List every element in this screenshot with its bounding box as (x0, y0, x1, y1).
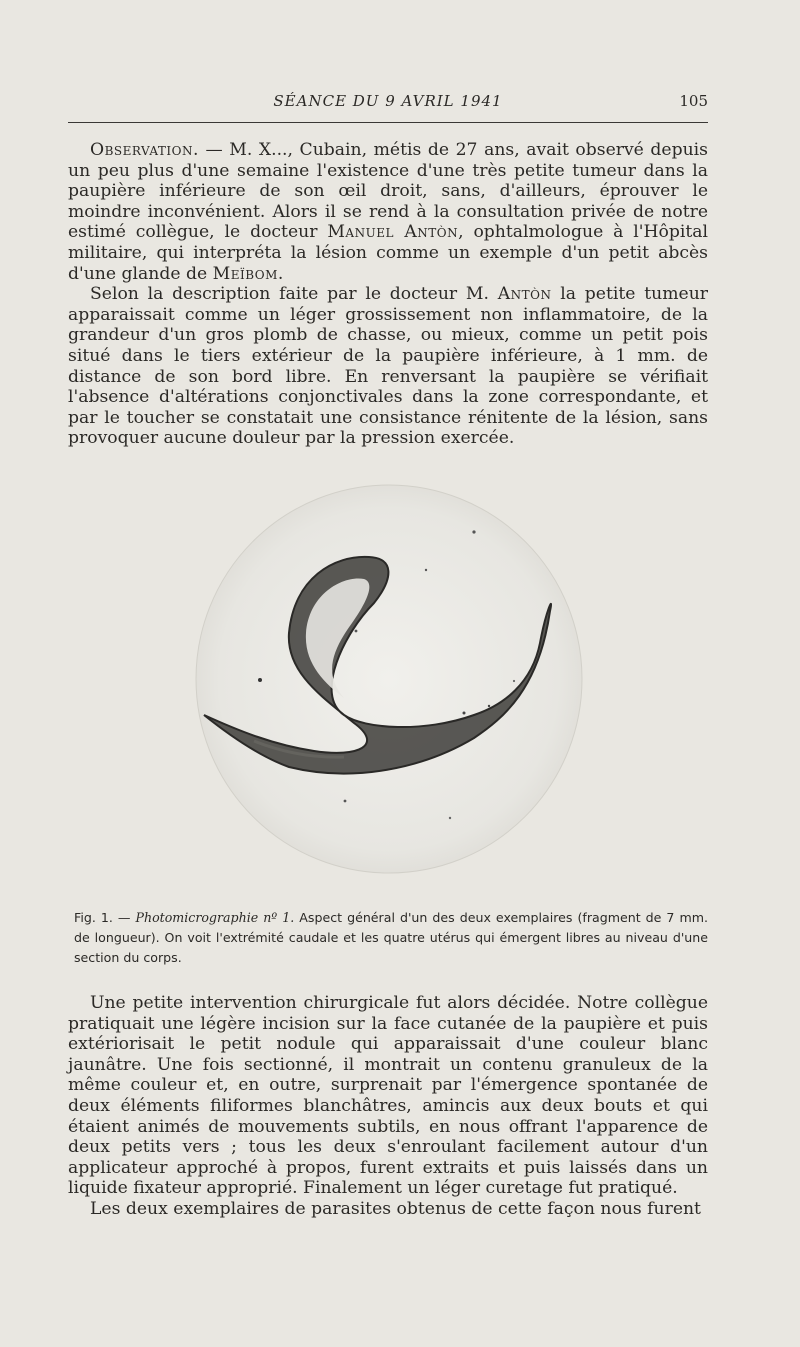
name-manuel-anton: Manuel Antòn (327, 222, 459, 243)
page-number: 105 (679, 92, 708, 110)
figure-caption (74, 908, 708, 968)
text-block-bottom (68, 993, 708, 1220)
observation-label: Observation. (90, 140, 199, 160)
photomicrograph-image (194, 483, 584, 876)
header-rule (68, 122, 708, 123)
caption-text: Aspect général d'un des deux exemplaires (fragment de 7 mm. de longueur). On voit l'extrémité caudale et les quatre utérus qui émergent libres au niveau d'une section du corps. (74, 910, 708, 965)
name-anton: Antòn (497, 284, 552, 305)
description-paragraph: Selon la description faite par le docteur M. Antòn la petite tumeur apparaissait comme un léger grossissement non inflammatoire, de la grandeur d'un gros plomb de chasse, ou mieux, comme un petit pois situé dans le tiers extérieur de la paupière inférieure, à 1 mm. de distance de son bord libre. En renversant la paupière se vérifiait l'absence d'altérations conjonctivales dans la zone correspondante, et par le toucher se constatait une consistance rénitente de la lésion, sans provoquer aucune douleur par la pression exercée. (68, 284, 708, 449)
page-header (68, 92, 708, 114)
intervention-paragraph: Une petite intervention chirurgicale fut alors décidée. Notre collègue pratiquait une légère incision sur la face cutanée de la paupière et puis extériorisait le petit nodule qui apparaissait d'une couleur blanc jaunâtre. Une fois sectionné, il montrait un contenu granuleux de la même couleur et, en outre, surprenait par l'émergence spontanée de deux éléments filiformes blanchâtres, amincis aux deux bouts et qui étaient animés de mouvements subtils, en nous offrant l'apparence de deux petits vers ; tous les deux s'enroulant facilement autour d'un applicateur approché à propos, furent extraits et puis laissés dans un liquide fixateur approprié. Finalement un léger curetage fut pratiqué. (68, 993, 708, 1199)
caption-title: Photomicrographie nº 1. (135, 910, 295, 925)
observation-paragraph: Observation. — M. X..., Cubain, métis de 27 ans, avait observé depuis un peu plus d'une semaine l'existence d'une très petite tumeur dans la paupière inférieure de son œil droit, sans, d'ailleurs, éprouver le moindre inconvénient. Alors il se rend à la consultation privée de notre estimé collègue, le docteur Manuel Antòn, ophtalmologue à l'Hôpital militaire, qui interpréta la lésion comme un exemple d'un petit abcès d'une glande de Meïbom. (68, 140, 708, 284)
text-block-top (68, 140, 708, 449)
name-meibom: Meïbom (212, 263, 278, 284)
caption-label: Fig. 1. — (74, 910, 136, 925)
running-title: SÉANCE DU 9 AVRIL 1941 (273, 92, 503, 110)
photomicrograph-figure (194, 483, 584, 876)
parasites-paragraph: Les deux exemplaires de parasites obtenus de cette façon nous furent (90, 1198, 701, 1219)
